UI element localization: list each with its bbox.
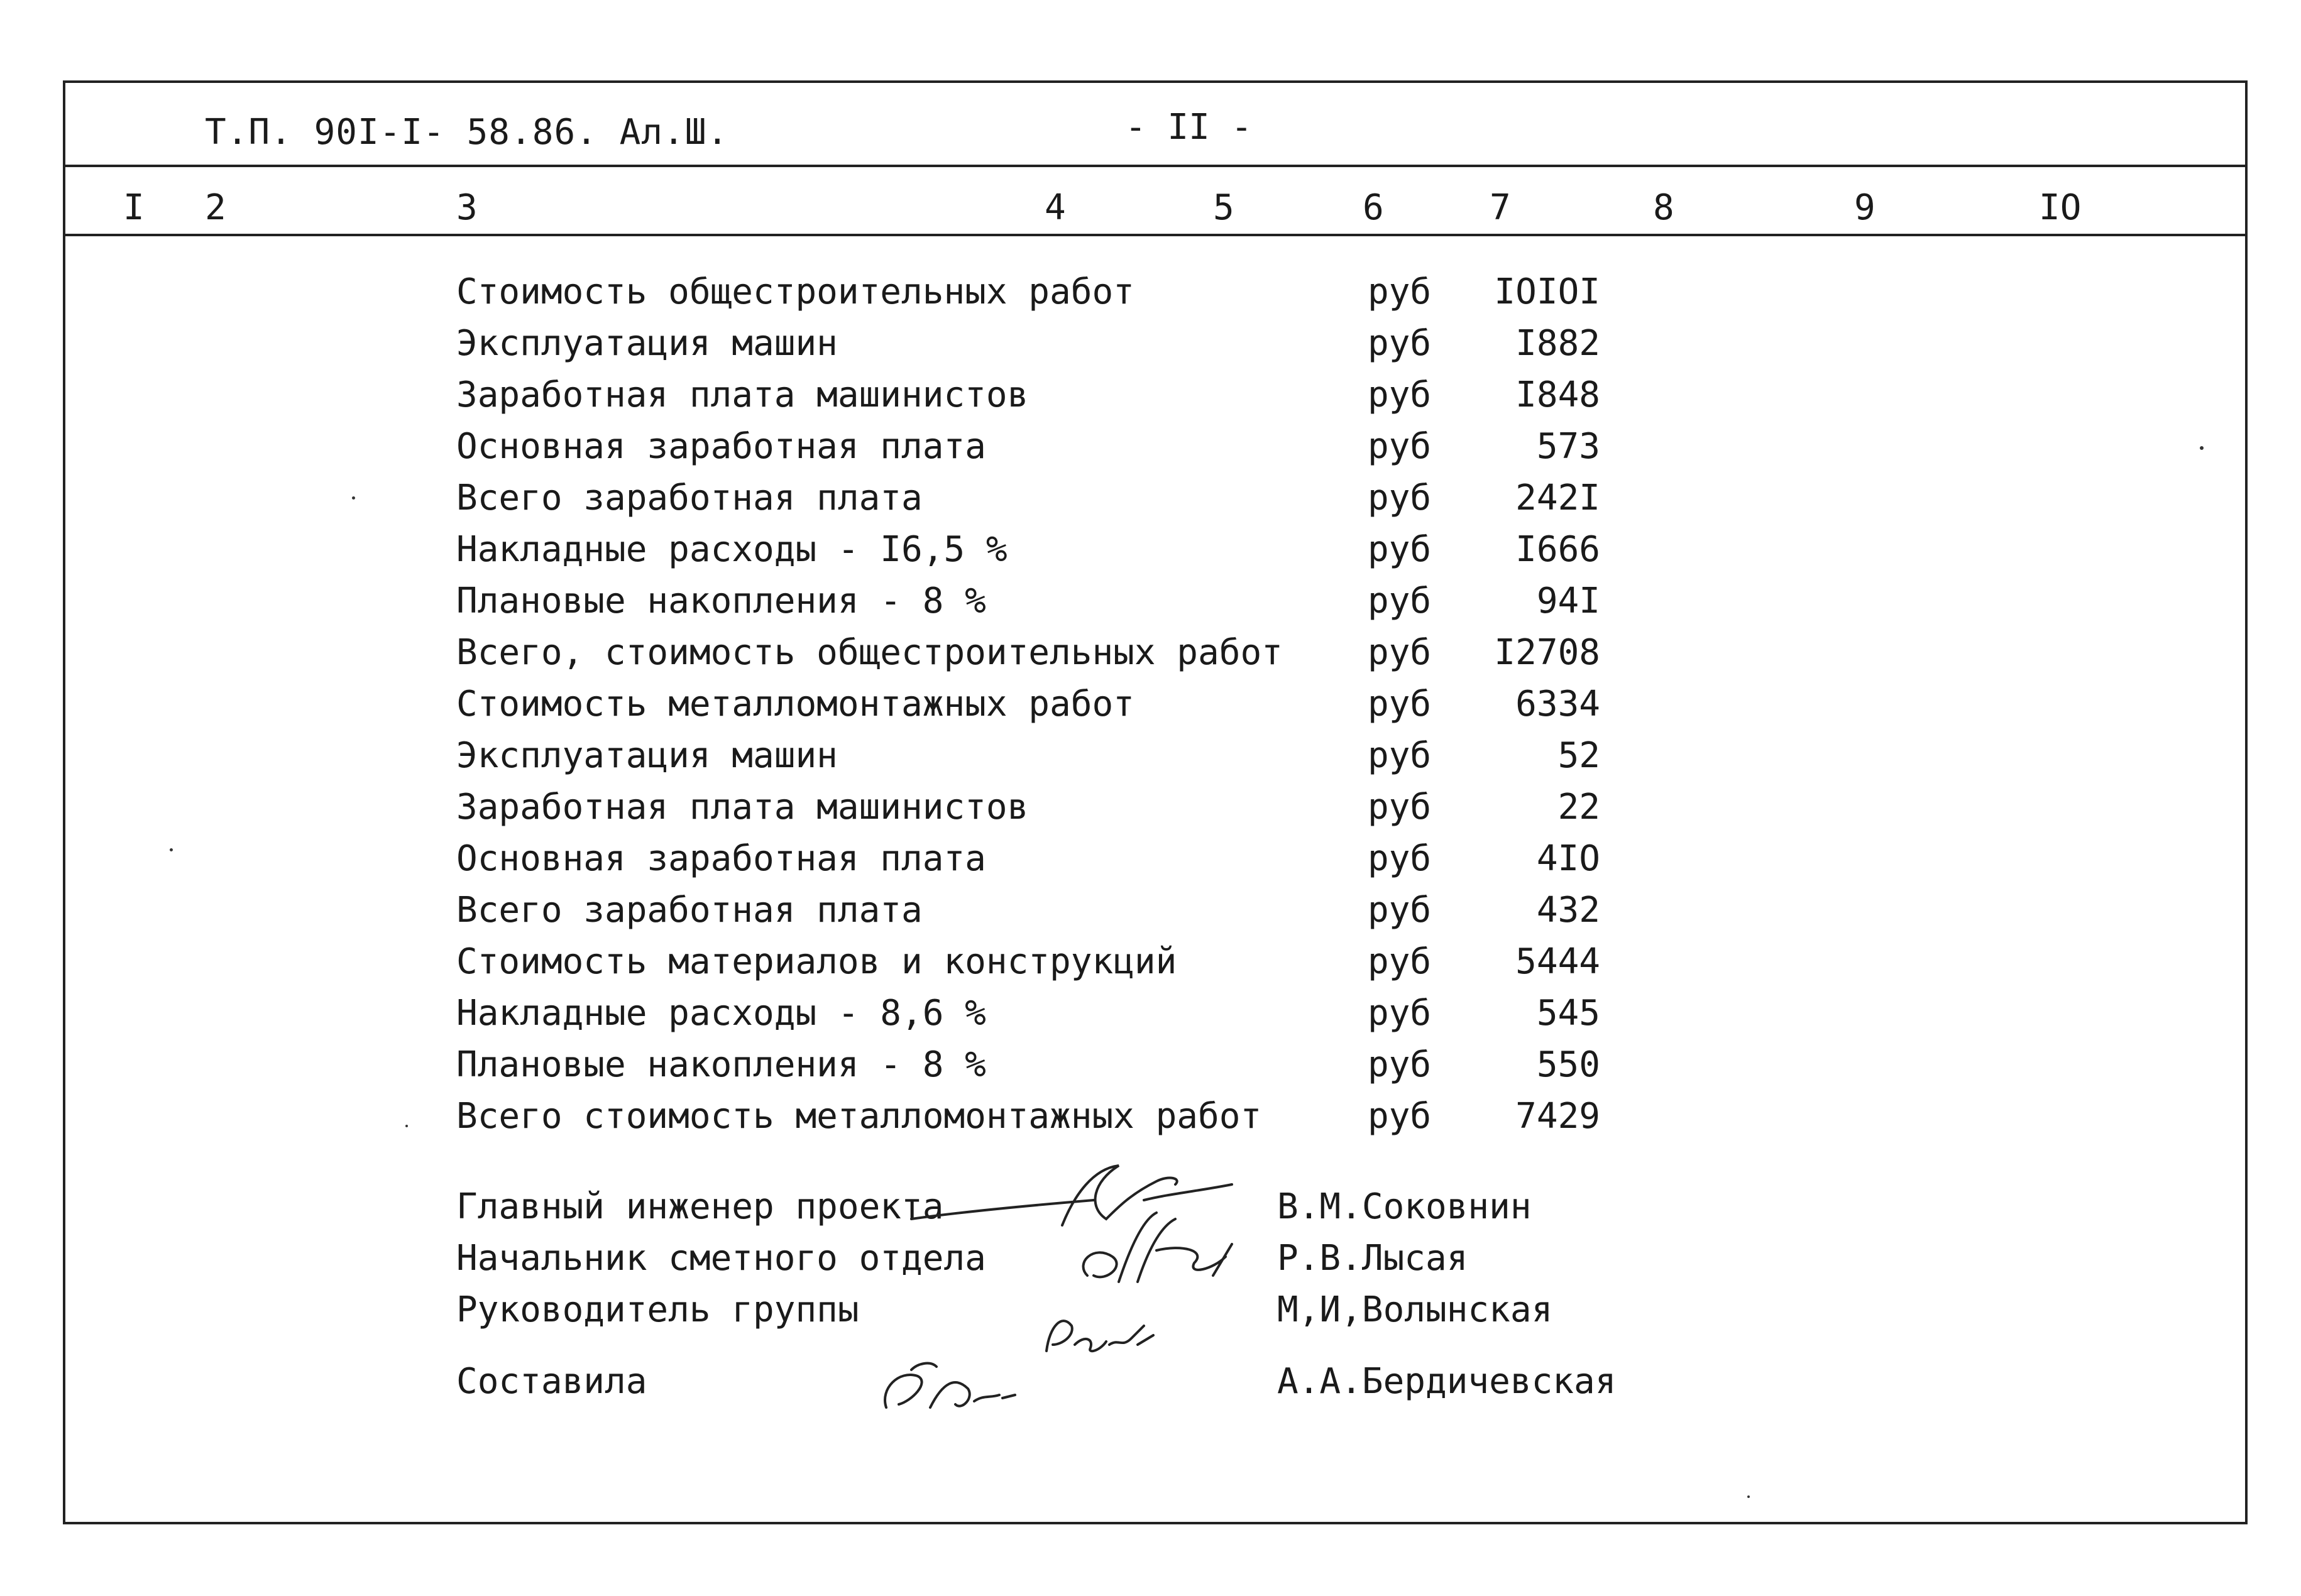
row-value: 94I — [1536, 581, 1600, 621]
row-label: Плановые накопления - 8 % — [456, 581, 986, 621]
signer-title: Начальник сметного отдела — [456, 1238, 986, 1279]
row-label: Основная заработная плата — [456, 426, 986, 467]
row-value: I666 — [1515, 529, 1600, 570]
row-label: Накладные расходы - I6,5 % — [456, 529, 1008, 570]
row-unit: руб — [1368, 374, 1432, 415]
scan-speck — [352, 496, 355, 500]
row-value: 52 — [1557, 735, 1600, 776]
signer-title: Составила — [456, 1361, 647, 1402]
scan-speck — [405, 1125, 408, 1127]
header-divider — [63, 165, 2248, 167]
row-value: 432 — [1536, 890, 1600, 931]
row-label: Эксплуатация машин — [456, 323, 838, 364]
column-number: IO — [2039, 187, 2082, 228]
row-unit: руб — [1368, 838, 1432, 879]
row-label: Плановые накопления - 8 % — [456, 1044, 986, 1085]
row-value: I2708 — [1494, 632, 1600, 673]
row-unit: руб — [1368, 529, 1432, 570]
document-code: Т.П. 90I-I- 58.86. Ал.Ш. — [205, 112, 729, 153]
column-number: 5 — [1213, 187, 1234, 228]
signer-name: Р.В.Лысая — [1277, 1238, 1468, 1279]
signer-name: А.А.Бердичевская — [1277, 1361, 1617, 1402]
column-number: 6 — [1363, 187, 1384, 228]
row-unit: руб — [1368, 890, 1432, 931]
row-label: Всего стоимость металломонтажных работ — [456, 1096, 1262, 1137]
row-unit: руб — [1368, 787, 1432, 828]
scan-speck — [170, 848, 173, 851]
row-unit: руб — [1368, 271, 1432, 312]
signer-name: В.М.Соковнин — [1277, 1186, 1532, 1227]
row-unit: руб — [1368, 993, 1432, 1034]
row-label: Всего, стоимость общестроительных работ — [456, 632, 1283, 673]
row-label: Заработная плата машинистов — [456, 374, 1029, 415]
signer-name: М,И,Волынская — [1277, 1289, 1553, 1330]
signer-title: Главный инженер проекта — [456, 1186, 944, 1227]
row-value: 573 — [1536, 426, 1600, 467]
row-value: I882 — [1515, 323, 1600, 364]
row-unit: руб — [1368, 478, 1432, 518]
row-unit: руб — [1368, 684, 1432, 724]
row-value: 7429 — [1515, 1096, 1600, 1137]
row-value: IOIOI — [1494, 271, 1600, 312]
row-value: I848 — [1515, 374, 1600, 415]
row-value: 550 — [1536, 1044, 1600, 1085]
page-number: - II - — [1125, 107, 1253, 148]
column-number: 4 — [1045, 187, 1066, 228]
scan-speck — [2200, 446, 2204, 450]
scan-speck — [1747, 1495, 1750, 1498]
row-label: Заработная плата машинистов — [456, 787, 1029, 828]
estimate-head-signature — [1068, 1206, 1257, 1301]
compiler-signature — [874, 1351, 1024, 1426]
row-unit: руб — [1368, 1044, 1432, 1085]
group-lead-signature — [1037, 1301, 1163, 1370]
row-unit: руб — [1368, 426, 1432, 467]
row-unit: руб — [1368, 323, 1432, 364]
row-value: 22 — [1557, 787, 1600, 828]
row-unit: руб — [1368, 1096, 1432, 1137]
column-number: I — [123, 187, 145, 228]
row-label: Всего заработная плата — [456, 890, 923, 931]
column-number: 2 — [205, 187, 226, 228]
row-value: 242I — [1515, 478, 1600, 518]
column-number: 3 — [456, 187, 478, 228]
row-label: Накладные расходы - 8,6 % — [456, 993, 986, 1034]
row-unit: руб — [1368, 735, 1432, 776]
row-unit: руб — [1368, 941, 1432, 982]
row-value: 5444 — [1515, 941, 1600, 982]
signer-title: Руководитель группы — [456, 1289, 859, 1330]
row-label: Стоимость металломонтажных работ — [456, 684, 1134, 724]
row-unit: руб — [1368, 632, 1432, 673]
row-value: 545 — [1536, 993, 1600, 1034]
row-label: Основная заработная плата — [456, 838, 986, 879]
column-number: 8 — [1653, 187, 1674, 228]
column-number: 9 — [1854, 187, 1875, 228]
row-label: Всего заработная плата — [456, 478, 923, 518]
row-label: Эксплуатация машин — [456, 735, 838, 776]
column-number: 7 — [1490, 187, 1511, 228]
column-header-divider — [63, 234, 2248, 236]
row-label: Стоимость общестроительных работ — [456, 271, 1134, 312]
row-unit: руб — [1368, 581, 1432, 621]
row-value: 6334 — [1515, 684, 1600, 724]
row-value: 4IO — [1536, 838, 1600, 879]
row-label: Стоимость материалов и конструкций — [456, 941, 1177, 982]
